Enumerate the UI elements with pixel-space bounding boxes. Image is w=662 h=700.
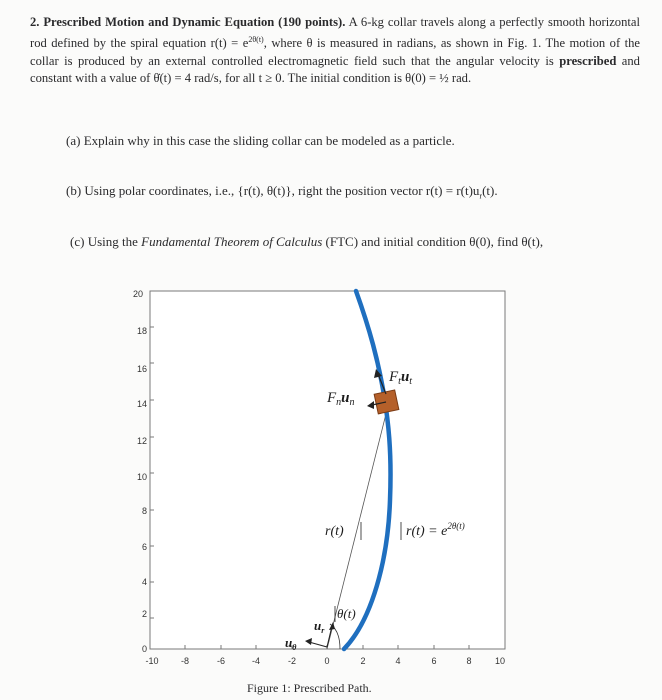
- y-tick-20: 20: [132, 289, 143, 299]
- ft-label: $F_tu_t$: [389, 369, 413, 387]
- part-a-text: Explain why in this case the sliding collar can be modeled as a particle.: [83, 133, 455, 148]
- fn-label: $F_nu_n$: [327, 390, 355, 408]
- part-c-text: Using the: [87, 234, 142, 249]
- part-a-label: (a): [66, 133, 81, 148]
- y-tick-labels: [133, 289, 147, 654]
- y-tick-2: 2: [141, 609, 147, 619]
- part-c-label: (c): [70, 234, 85, 249]
- y-tick-12: 12: [136, 436, 147, 446]
- r-t-label: r(t): [325, 524, 344, 539]
- part-b-text: Using polar coordinates, i.e., {r(t), θ(t)}, right the position vector r(t) = r(t)u: [84, 183, 480, 198]
- problem-text-2: , where θ is measured in radians, as shown in Fig. 1. The motion of the collar is produced by an external controlled electromagnetic field such that the angular velocity is: [30, 36, 640, 68]
- x-tick-labels: [145, 656, 505, 666]
- problem-text-1: A 6-kg collar travels along a perfectly smooth horizontal rod defined by the spiral equation r(t) = e: [30, 15, 640, 51]
- x-tick-2: 2: [360, 656, 366, 666]
- y-tick-16: 16: [136, 364, 147, 374]
- y-tick-0: 0: [141, 644, 147, 654]
- problem-text-3: and constant with a value of θ̇(t) = 4 rad/s, for all t ≥ 0. The initial condition is θ(0) = ½ rad.: [30, 53, 640, 85]
- plot-frame: [150, 291, 505, 649]
- figure-caption: Figure 1: Prescribed Path.: [247, 681, 372, 695]
- x-tick-neg8: -8: [180, 656, 190, 666]
- part-b-sub: r: [479, 191, 483, 201]
- y-tick-6: 6: [141, 542, 147, 552]
- ur-label: $u_r$: [314, 618, 325, 635]
- x-tick-neg10: -10: [145, 656, 159, 666]
- x-tick-8: 8: [466, 656, 472, 666]
- r-equation-label: $r(t) = e^{2\theta(t)}$: [406, 521, 465, 539]
- part-b-tail: (t).: [482, 183, 498, 198]
- x-tick-0: 0: [324, 656, 330, 666]
- x-tick-neg4: -4: [251, 656, 261, 666]
- theta-label: θ(t): [337, 606, 356, 621]
- y-tick-18: 18: [136, 326, 147, 336]
- utheta-label: $u_\theta$: [285, 635, 297, 652]
- problem-emphasis: prescribed: [559, 53, 617, 68]
- x-tick-neg6: -6: [216, 656, 226, 666]
- problem-exponent: 2θ(t): [248, 35, 264, 45]
- y-tick-4: 4: [141, 577, 147, 587]
- x-tick-6: 6: [431, 656, 437, 666]
- y-tick-8: 8: [141, 506, 147, 516]
- y-tick-10: 10: [136, 472, 147, 482]
- collar: [374, 390, 399, 414]
- x-tick-neg2: -2: [287, 656, 297, 666]
- part-b-label: (b): [66, 183, 82, 198]
- problem-number: 2.: [30, 15, 40, 29]
- x-tick-10: 10: [494, 656, 506, 666]
- x-tick-4: 4: [395, 656, 401, 666]
- part-c-tail: (FTC) and initial condition θ(0), find θ(t),: [322, 234, 544, 249]
- problem-title: Prescribed Motion and Dynamic Equation (190 points).: [43, 15, 346, 29]
- y-tick-14: 14: [136, 399, 147, 409]
- part-c-emphasis: Fundamental Theorem of Calculus: [141, 234, 323, 249]
